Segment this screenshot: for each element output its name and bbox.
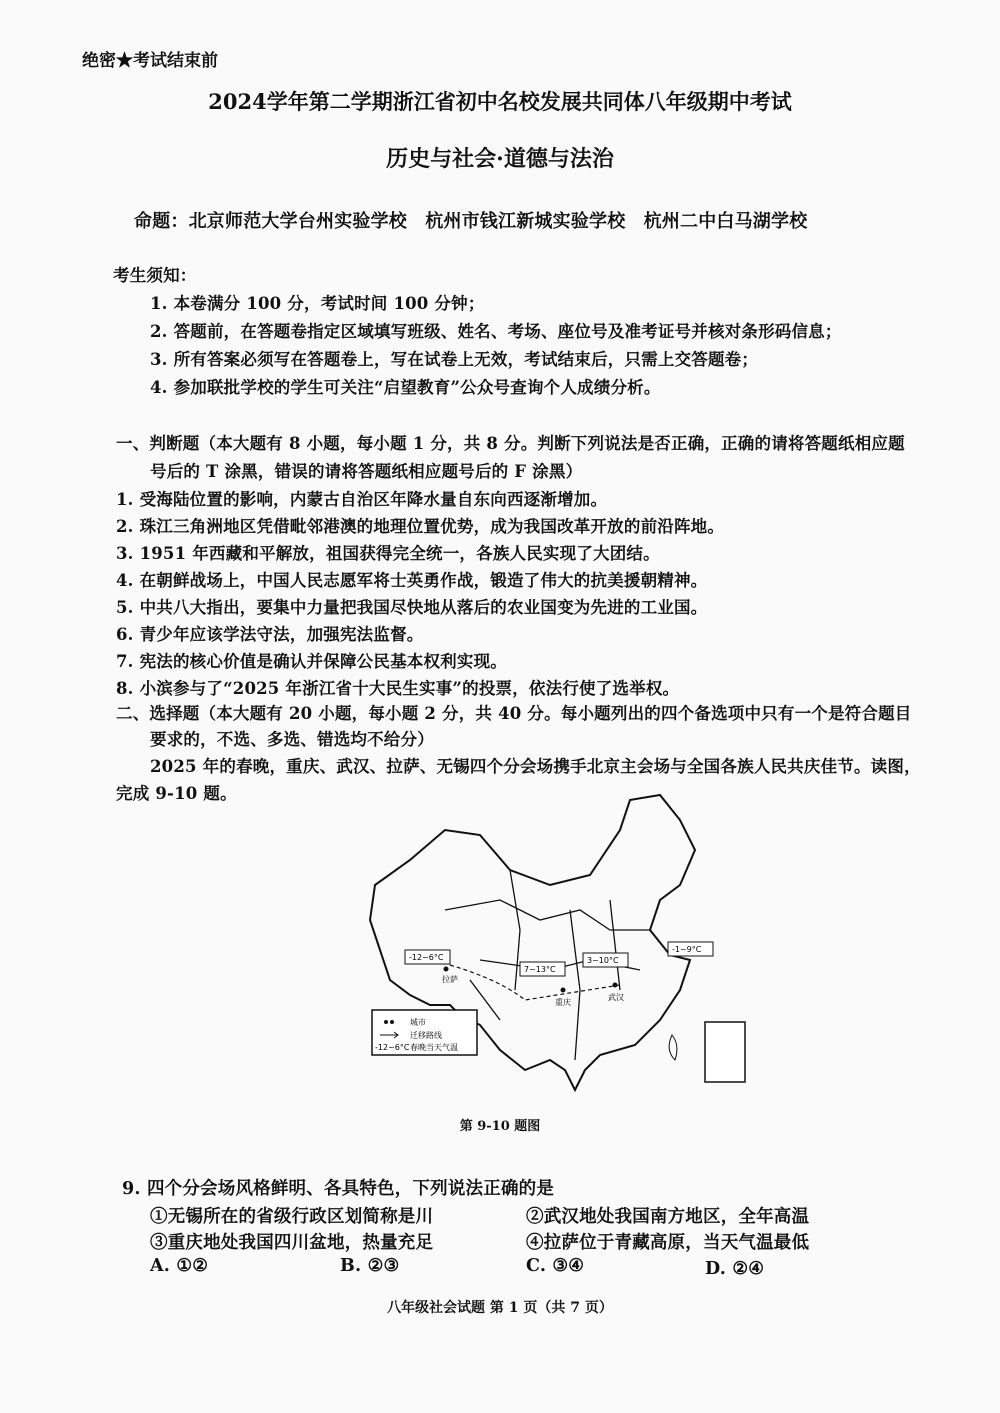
subject-title: 历史与社会·道德与法治: [386, 146, 614, 172]
judge-item: 1. 受海陆位置的影响，内蒙古自治区年降水量自东向西逐渐增加。: [116, 490, 608, 509]
authors: 命题：北京师范大学台州实验学校 杭州市钱江新城实验学校 杭州二中白马湖学校: [134, 211, 808, 232]
notice-item: 4. 参加联批学校的学生可关注“启望教育”公众号查询个人成绩分析。: [150, 378, 661, 397]
temp-label-lhasa: [405, 950, 450, 964]
taiwan-outline: [669, 1035, 677, 1060]
svg-text:重庆: 重庆: [555, 998, 571, 1007]
svg-text:迁移路线: 迁移路线: [410, 1031, 442, 1040]
section1-heading: 一、判断题（本大题有 8 小题，每小题 1 分，共 8 分。判断下列说法是否正确，正确的请将答题纸相应题: [116, 434, 905, 453]
q9-stem: 9. 四个分会场风格鲜明、各具特色，下列说法正确的是: [122, 1179, 555, 1199]
q9-statement-1: ①无锡所在的省级行政区划简称是川: [150, 1207, 434, 1227]
map-caption: 第 9-10 题图: [459, 1119, 541, 1134]
notice-heading: 考生须知：: [113, 266, 197, 285]
q9-statement-4: ④拉萨位于青藏高原，当天气温最低: [526, 1233, 810, 1253]
svg-text:3~10°C: 3~10°C: [587, 956, 619, 965]
q9-option-b: B. ②③: [340, 1256, 400, 1276]
south-sea-inset: [705, 1022, 745, 1082]
q9-option-d: D. ②④: [705, 1259, 765, 1279]
q9-option-c: C. ③④: [526, 1256, 585, 1276]
q9-option-a: A. ①②: [150, 1256, 209, 1276]
svg-text:7~13°C: 7~13°C: [524, 965, 556, 974]
section2-heading-cont: 要求的，不选、多选、错选均不给分）: [150, 730, 434, 749]
intro-text: 2025 年的春晚，重庆、武汉、拉萨、无锡四个分会场携手北京主会场与全国各族人民共庆佳节。读图，: [150, 757, 921, 776]
svg-text:春晚当天气温: 春晚当天气温: [410, 1043, 458, 1052]
temp-label-wuxi: [668, 942, 713, 956]
judge-item: 6. 青少年应该学法守法，加强宪法监督。: [116, 625, 424, 644]
q9-statement-3: ③重庆地处我国四川盆地，热量充足: [150, 1233, 434, 1253]
svg-text:拉萨: 拉萨: [442, 975, 458, 984]
q9-statement-2: ②武汉地处我国南方地区，全年高温: [526, 1207, 810, 1227]
china-map: [350, 790, 750, 1100]
judge-item: 5. 中共八大指出，要集中力量把我国尽快地从落后的农业国变为先进的工业国。: [116, 598, 708, 617]
judge-item: 4. 在朝鲜战场上，中国人民志愿军将士英勇作战，锻造了伟大的抗美援朝精神。: [116, 571, 708, 590]
map-legend: [372, 1010, 477, 1055]
svg-text:武汉: 武汉: [608, 993, 624, 1002]
page-footer: 八年级社会试题 第 1 页（共 7 页）: [387, 1300, 613, 1316]
svg-text:-1~9°C: -1~9°C: [672, 945, 702, 954]
svg-text:城市: 城市: [410, 1018, 426, 1027]
svg-text:-12~6°C: -12~6°C: [375, 1043, 410, 1052]
judge-item: 2. 珠江三角洲地区凭借毗邻港澳的地理位置优势，成为我国改革开放的前沿阵地。: [116, 517, 725, 536]
judge-item: 3. 1951 年西藏和平解放，祖国获得完全统一，各族人民实现了大团结。: [116, 544, 660, 563]
judge-item: 7. 宪法的核心价值是确认并保障公民基本权利实现。: [116, 652, 507, 671]
judge-item: 8. 小滨参与了“2025 年浙江省十大民生实事”的投票，依法行使了选举权。: [116, 679, 680, 698]
svg-text:-12~6°C: -12~6°C: [409, 953, 444, 962]
notice-item: 3. 所有答案必须写在答题卷上，写在试卷上无效，考试结束后，只需上交答题卷；: [150, 350, 759, 369]
temp-label-chongqing: [520, 962, 565, 976]
section1-heading-cont: 号后的 T 涂黑，错误的请将答题纸相应题号后的 F 涂黑）: [150, 462, 583, 481]
temp-label-wuhan: [583, 953, 628, 967]
intro-text-cont: 完成 9-10 题。: [116, 784, 237, 803]
notice-item: 2. 答题前，在答题卷指定区域填写班级、姓名、考场、座位号及准考证号并核对条形码信息；: [150, 322, 842, 341]
confidential-label: 绝密★考试结束前: [82, 51, 218, 71]
exam-title: 2024学年第二学期浙江省初中名校发展共同体八年级期中考试: [208, 89, 792, 114]
section2-heading: 二、选择题（本大题有 20 小题，每小题 2 分，共 40 分。每小题列出的四个备选项中只有一个是符合题目: [116, 704, 912, 723]
notice-item: 1. 本卷满分 100 分，考试时间 100 分钟；: [150, 294, 485, 313]
